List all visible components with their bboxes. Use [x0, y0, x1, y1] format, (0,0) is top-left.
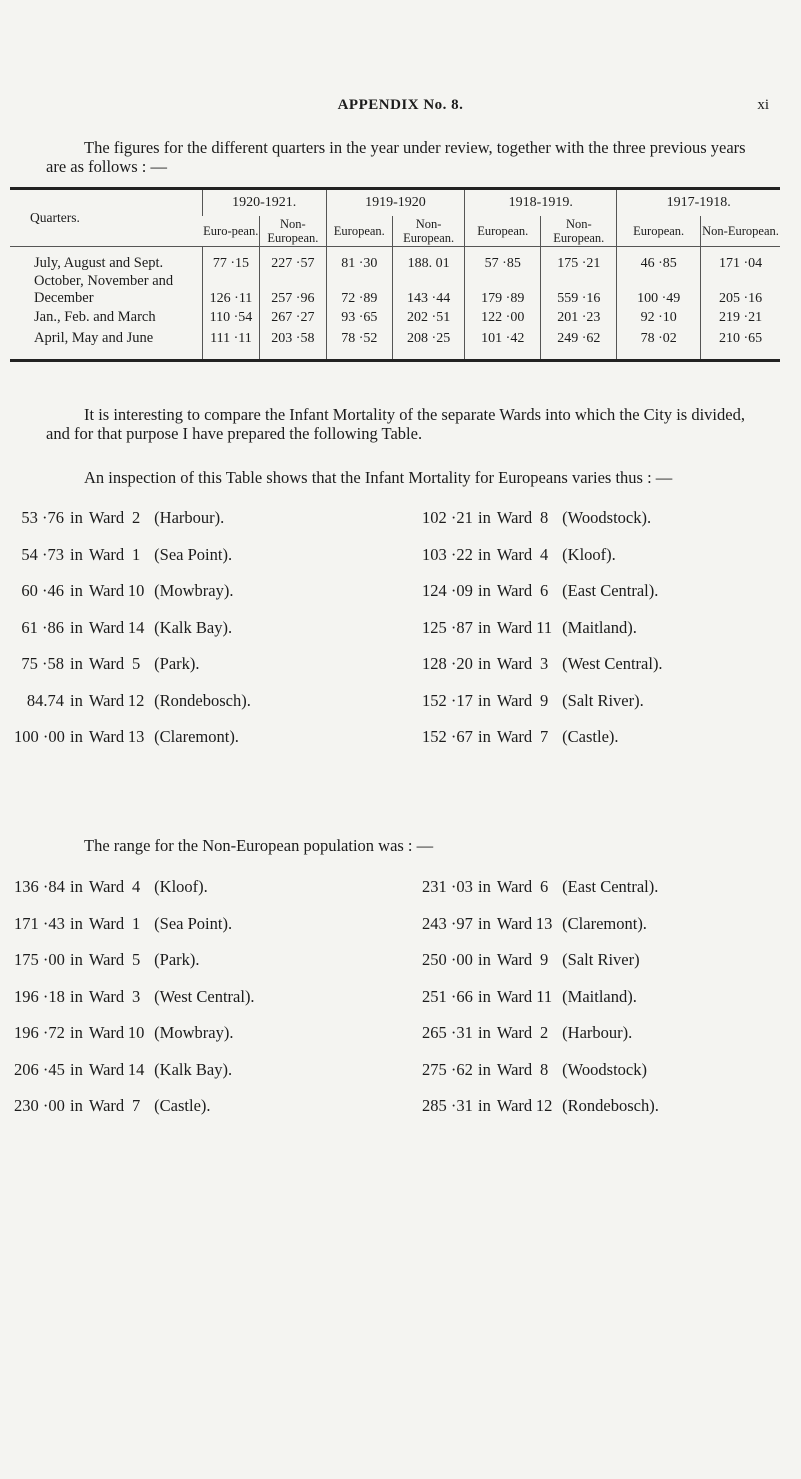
non-european-intro-paragraph: The range for the Non-European population was : — — [84, 836, 434, 855]
ward-word: Ward — [88, 1059, 125, 1079]
ward-word: Ward — [496, 617, 533, 637]
table-cell: 57 ·85 — [465, 247, 541, 274]
ward-name: (Salt River). — [562, 690, 644, 710]
table-cell: 203 ·58 — [260, 328, 326, 361]
table-cell: 208 ·25 — [393, 328, 465, 361]
ward-name: (Park). — [154, 654, 200, 673]
mortality-rate: 196 ·72 — [14, 1023, 65, 1042]
ward-number: 2 — [540, 1023, 549, 1042]
ward-word: Ward — [496, 1059, 533, 1079]
in-word: in — [478, 654, 491, 673]
in-word: in — [478, 1023, 491, 1042]
mortality-rate: 231 ·03 — [422, 877, 473, 896]
ward-name: (Kloof). — [154, 877, 208, 896]
in-word: in — [70, 727, 83, 746]
in-word: in — [70, 986, 83, 1006]
ward-rate-item — [14, 1023, 233, 1043]
ward-rate-item — [422, 877, 658, 897]
ward-word: Ward — [88, 690, 125, 710]
ward-word: Ward — [88, 986, 125, 1006]
table-cell: 179 ·89 — [465, 273, 541, 307]
mortality-rate: 100 ·00 — [14, 727, 65, 746]
in-word: in — [478, 581, 491, 600]
ward-number: 14 — [127, 617, 145, 637]
ward-word: Ward — [496, 727, 533, 746]
mortality-rate: 124 ·09 — [422, 581, 473, 600]
ward-number: 7 — [540, 727, 549, 746]
ward-word: Ward — [496, 690, 533, 710]
ward-rate-item — [14, 545, 232, 565]
mortality-rate: 250 ·00 — [422, 950, 473, 969]
ward-number: 11 — [536, 617, 553, 637]
quarterly-mortality-table — [10, 187, 780, 362]
table-cell: 227 ·57 — [260, 247, 326, 274]
mortality-rate: 175 ·00 — [14, 950, 65, 969]
mortality-rate: 84.74 — [26, 690, 64, 710]
in-word: in — [70, 617, 83, 637]
quarters-header: Quarters. — [10, 189, 202, 247]
mortality-rate: 275 ·62 — [422, 1059, 473, 1079]
ward-rate-item — [14, 914, 232, 934]
year-header: 1917-1918. — [617, 189, 780, 217]
ward-rate-item — [14, 654, 200, 674]
mortality-rate: 61 ·86 — [21, 617, 64, 637]
table-row — [10, 328, 780, 361]
table-cell: 143 ·44 — [393, 273, 465, 307]
ward-word: Ward — [496, 1096, 533, 1115]
table-cell: 110 ·54 — [202, 307, 259, 328]
ward-name: (Kalk Bay). — [154, 1059, 233, 1079]
mortality-rate: 196 ·18 — [14, 986, 65, 1006]
ward-rate-item — [422, 1096, 659, 1116]
ward-rate-item — [422, 987, 637, 1007]
ward-number: 6 — [540, 581, 549, 600]
table-cell: 257 ·96 — [260, 273, 326, 307]
in-word: in — [478, 986, 491, 1006]
mortality-rate: 53 ·76 — [21, 508, 64, 527]
ward-rate-item — [422, 1023, 632, 1043]
mortality-rate: 75 ·58 — [21, 654, 64, 673]
table-cell: 171 ·04 — [701, 247, 780, 274]
column-subheader: European. — [326, 216, 392, 247]
in-word: in — [70, 1023, 83, 1042]
ward-name: (Maitland). — [562, 986, 637, 1006]
ward-word: Ward — [88, 544, 125, 564]
table-row — [10, 273, 780, 307]
ward-number: 4 — [132, 877, 141, 896]
table-cell: 205 ·16 — [701, 273, 780, 307]
in-word: in — [478, 544, 491, 564]
ward-rate-item — [422, 618, 637, 638]
year-header: 1920-1921. — [202, 189, 326, 217]
ward-number: 7 — [132, 1096, 141, 1115]
ward-name: (West Central). — [562, 654, 663, 673]
ward-number: 13 — [535, 913, 553, 933]
quarter-label: October, November and December — [34, 273, 174, 306]
ward-number: 5 — [132, 950, 141, 969]
ward-number: 12 — [127, 690, 145, 710]
ward-rate-item — [422, 1060, 647, 1080]
table-cell: 111 ·11 — [202, 328, 259, 361]
in-word: in — [478, 913, 491, 933]
ward-name: (Castle). — [562, 727, 619, 746]
table-cell: 46 ·85 — [617, 247, 701, 274]
table-cell: 219 ·21 — [701, 307, 780, 328]
column-subheader: Non-European. — [260, 216, 326, 247]
ward-number: 6 — [540, 877, 549, 896]
ward-rate-item — [422, 691, 644, 711]
table-cell: 77 ·15 — [202, 247, 259, 274]
ward-name: (East Central). — [562, 581, 659, 600]
ward-word: Ward — [88, 581, 125, 600]
ward-number: 4 — [540, 544, 549, 564]
table-cell: 78 ·52 — [326, 328, 392, 361]
ward-rate-item — [422, 545, 616, 565]
ward-name: (Salt River) — [562, 950, 640, 969]
ward-name: (Maitland). — [562, 617, 637, 637]
ward-word: Ward — [88, 727, 125, 746]
ward-name: (Woodstock) — [562, 1059, 647, 1079]
table-cell: 92 ·10 — [617, 307, 701, 328]
ward-number: 9 — [540, 950, 549, 969]
page-header — [0, 97, 801, 121]
in-word: in — [70, 1096, 83, 1115]
in-word: in — [478, 877, 491, 896]
ward-number: 8 — [540, 1059, 549, 1079]
table-row — [10, 307, 780, 328]
ward-name: (Harbour). — [562, 1023, 633, 1042]
intro-paragraph: The figures for the different quarters in the year under review, together with the three previous years are as follows : — — [46, 138, 746, 176]
mortality-rate: 230 ·00 — [14, 1096, 65, 1115]
ward-number: 10 — [127, 581, 145, 600]
ward-name: (Kloof). — [562, 544, 616, 564]
table-cell: 126 ·11 — [202, 273, 259, 307]
ward-rate-item — [14, 1060, 232, 1080]
mortality-rate: 136 ·84 — [14, 877, 65, 896]
in-word: in — [70, 950, 83, 969]
in-word: in — [478, 1059, 491, 1079]
ward-word: Ward — [496, 654, 533, 673]
quarter-label: July, August and Sept. — [34, 255, 164, 271]
ward-rate-item — [14, 508, 224, 528]
table-cell: 202 ·51 — [393, 307, 465, 328]
year-header: 1919-1920 — [326, 189, 465, 217]
column-subheader: Non-European. — [541, 216, 617, 247]
in-word: in — [70, 877, 83, 896]
ward-number: 3 — [540, 654, 549, 673]
ward-number: 1 — [132, 913, 141, 933]
ward-word: Ward — [88, 1023, 125, 1042]
ward-number: 14 — [127, 1059, 145, 1079]
in-word: in — [70, 544, 83, 564]
ward-rate-item — [422, 727, 619, 747]
ward-name: (Harbour). — [154, 508, 225, 527]
ward-number: 5 — [132, 654, 141, 673]
ward-rate-item — [14, 987, 255, 1007]
ward-word: Ward — [496, 581, 533, 600]
table-cell: 122 ·00 — [465, 307, 541, 328]
ward-number: 10 — [127, 1023, 145, 1042]
table-row — [10, 247, 780, 274]
table-cell: 249 ·62 — [541, 328, 617, 361]
ward-word: Ward — [496, 508, 533, 527]
mortality-rate: 285 ·31 — [422, 1096, 473, 1115]
ward-name: (Claremont). — [562, 913, 647, 933]
quarter-label: Jan., Feb. and March — [34, 309, 156, 325]
comparison-paragraph: It is interesting to compare the Infant Mortality of the separate Wards into which the City is divided, and for that purpose I have prepared the following Table. — [46, 405, 745, 443]
ward-name: (Woodstock). — [562, 508, 652, 527]
ward-word: Ward — [88, 877, 125, 896]
ward-number: 12 — [535, 1096, 553, 1115]
ward-name: (Rondebosch). — [154, 690, 251, 710]
mortality-rate: 152 ·17 — [422, 690, 473, 710]
mortality-rate: 60 ·46 — [21, 581, 64, 600]
mortality-rate: 265 ·31 — [422, 1023, 473, 1042]
mortality-rate: 171 ·43 — [14, 913, 65, 933]
in-word: in — [478, 508, 491, 527]
in-word: in — [70, 690, 83, 710]
ward-name: (East Central). — [562, 877, 659, 896]
mortality-rate: 251 ·66 — [422, 986, 473, 1006]
in-word: in — [70, 508, 83, 527]
ward-number: 11 — [536, 986, 553, 1006]
ward-rate-item — [422, 654, 663, 674]
column-subheader: European. — [617, 216, 701, 247]
ward-number: 9 — [540, 690, 549, 710]
table-cell: 201 ·23 — [541, 307, 617, 328]
ward-name: (Rondebosch). — [562, 1096, 659, 1115]
ward-word: Ward — [496, 986, 533, 1006]
ward-rate-item — [14, 877, 208, 897]
mortality-rate: 206 ·45 — [14, 1059, 65, 1079]
quarter-label: April, May and June — [34, 330, 154, 346]
ward-rate-item — [422, 914, 647, 934]
ward-name: (Park). — [154, 950, 200, 969]
table-cell: 93 ·65 — [326, 307, 392, 328]
ward-rate-item — [14, 727, 239, 747]
mortality-rate: 102 ·21 — [422, 508, 473, 527]
page-number: xi — [757, 97, 769, 113]
table-cell: 78 ·02 — [617, 328, 701, 361]
ward-number: 13 — [127, 727, 145, 746]
ward-number: 2 — [132, 508, 141, 527]
table-cell: 188. 01 — [393, 247, 465, 274]
mortality-rate: 125 ·87 — [422, 617, 473, 637]
ward-name: (Castle). — [154, 1096, 211, 1115]
ward-word: Ward — [88, 617, 125, 637]
running-title: APPENDIX No. 8. — [337, 97, 464, 113]
ward-rate-item — [14, 691, 251, 711]
ward-word: Ward — [88, 1096, 125, 1115]
ward-word: Ward — [88, 654, 125, 673]
ward-word: Ward — [496, 913, 533, 933]
ward-word: Ward — [88, 508, 125, 527]
table-cell: 72 ·89 — [326, 273, 392, 307]
in-word: in — [70, 913, 83, 933]
in-word: in — [478, 950, 491, 969]
ward-word: Ward — [88, 913, 125, 933]
ward-name: (Kalk Bay). — [154, 617, 233, 637]
table-cell: 267 ·27 — [260, 307, 326, 328]
ward-word: Ward — [496, 544, 533, 564]
ward-number: 1 — [132, 544, 141, 564]
in-word: in — [478, 617, 491, 637]
mortality-rate: 54 ·73 — [21, 544, 64, 564]
ward-rate-item — [14, 950, 200, 970]
ward-name: (Sea Point). — [154, 544, 233, 564]
column-subheader: Non-European. — [393, 216, 465, 247]
ward-name: (Sea Point). — [154, 913, 233, 933]
ward-rate-item — [422, 581, 658, 601]
in-word: in — [70, 581, 83, 600]
mortality-rate: 152 ·67 — [422, 727, 473, 746]
ward-name: (Mowbray). — [154, 581, 234, 600]
mortality-rate: 128 ·20 — [422, 654, 473, 673]
mortality-rate: 243 ·97 — [422, 913, 473, 933]
ward-number: 3 — [132, 986, 141, 1006]
year-header: 1918-1919. — [465, 189, 617, 217]
in-word: in — [478, 1096, 491, 1115]
ward-rate-item — [14, 1096, 211, 1116]
ward-word: Ward — [88, 950, 125, 969]
mortality-rate: 103 ·22 — [422, 544, 473, 564]
ward-rate-item — [422, 950, 640, 970]
in-word: in — [70, 654, 83, 673]
ward-word: Ward — [496, 877, 533, 896]
ward-rate-item — [14, 581, 233, 601]
table-cell: 175 ·21 — [541, 247, 617, 274]
ward-name: (Claremont). — [154, 727, 239, 746]
ward-name: (Mowbray). — [154, 1023, 234, 1042]
in-word: in — [70, 1059, 83, 1079]
ward-word: Ward — [496, 950, 533, 969]
column-subheader: Non-European. — [701, 216, 780, 247]
column-subheader: European. — [465, 216, 541, 247]
ward-name: (West Central). — [154, 986, 255, 1006]
in-word: in — [478, 727, 491, 746]
table-cell: 559 ·16 — [541, 273, 617, 307]
european-intro-paragraph: An inspection of this Table shows that the Infant Mortality for Europeans varies thus : — — [84, 468, 673, 487]
ward-number: 8 — [540, 508, 549, 527]
ward-word: Ward — [496, 1023, 533, 1042]
ward-rate-item — [422, 508, 651, 528]
column-subheader: Euro-pean. — [202, 216, 259, 247]
ward-rate-item — [14, 618, 232, 638]
table-cell: 210 ·65 — [701, 328, 780, 361]
in-word: in — [478, 690, 491, 710]
table-cell: 101 ·42 — [465, 328, 541, 361]
table-cell: 100 ·49 — [617, 273, 701, 307]
table-cell: 81 ·30 — [326, 247, 392, 274]
